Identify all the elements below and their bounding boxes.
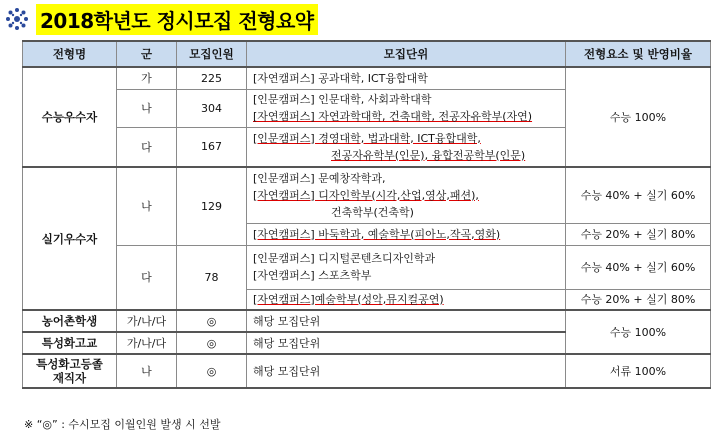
table-row <box>23 167 711 223</box>
page-title: 2018학년도 정시모집 전형요약 <box>36 4 318 35</box>
unit-cell <box>247 332 566 354</box>
unit-cell <box>247 289 566 310</box>
quota-cell: 129 <box>177 167 247 245</box>
group-cell: 나 <box>117 89 177 127</box>
unit-line: [인문캠퍼스] 문예창작학과, <box>253 171 386 185</box>
unit-cell <box>247 223 566 245</box>
unit-line: 전공자유학부(인문), 융합전공학부(인문) <box>331 148 526 162</box>
category-suneung: 수능우수자 <box>23 67 117 167</box>
group-cell: 가/나/다 <box>117 332 177 354</box>
quota-cell: 225 <box>177 67 247 89</box>
unit-line: 건축학부(건축학) <box>331 205 414 219</box>
category-jaejik <box>23 354 117 388</box>
header-units: 모집단위 <box>247 41 566 67</box>
group-cell: 나 <box>117 354 177 388</box>
quota-cell: ◎ <box>177 332 247 354</box>
unit-cell <box>247 167 566 223</box>
footnote: ※ “◎” : 수시모집 이월인원 발생 시 선발 <box>24 418 221 431</box>
unit-line: [자연캠퍼스] 바둑학과, 예술학부(피아노,작곡,영화) <box>253 227 501 241</box>
group-cell: 가/나/다 <box>117 310 177 332</box>
unit-line: [자연캠퍼스] 공과대학, ICT융합대학 <box>253 71 428 85</box>
unit-cell <box>247 127 566 167</box>
quota-cell: 78 <box>177 245 247 310</box>
table-row <box>23 67 711 89</box>
unit-line: [인문캠퍼스] 인문대학, 사회과학대학 <box>253 93 432 106</box>
header-ratio: 전형요소 및 반영비율 <box>566 41 711 67</box>
unit-cell <box>247 354 566 388</box>
table-row <box>23 310 711 332</box>
unit-cell <box>247 89 566 127</box>
quota-cell: ◎ <box>177 310 247 332</box>
table-header-row <box>23 41 711 67</box>
ratio-cell: 수능 20% + 실기 80% <box>566 289 711 310</box>
unit-line: [자연캠퍼스] 스포츠학부 <box>253 269 372 282</box>
university-emblem-icon <box>4 6 30 32</box>
quota-cell: 304 <box>177 89 247 127</box>
unit-line: [인문캠퍼스] 경영대학, 법과대학, ICT융합대학, <box>253 131 481 145</box>
unit-cell <box>247 310 566 332</box>
title-row <box>4 2 318 36</box>
ratio-cell: 수능 100% <box>566 67 711 167</box>
ratio-cell: 수능 100% <box>566 310 711 354</box>
unit-line: [자연캠퍼스] 디자인학부(시각,산업,영상,패션), <box>253 188 479 202</box>
category-teukseong: 특성화고교 <box>23 332 117 354</box>
group-cell: 가 <box>117 67 177 89</box>
category-silgi: 실기우수자 <box>23 167 117 310</box>
category-nongeochon: 농어촌학생 <box>23 310 117 332</box>
unit-line: [인문캠퍼스] 디지털콘텐츠디자인학과 <box>253 252 436 265</box>
group-cell: 다 <box>117 127 177 167</box>
ratio-cell: 수능 40% + 실기 60% <box>566 167 711 223</box>
header-group: 군 <box>117 41 177 67</box>
unit-line: [자연캠퍼스] 자연과학대학, 건축대학, 전공자유학부(자연) <box>253 110 533 123</box>
table-row <box>23 245 711 289</box>
unit-line: 해당 모집단위 <box>253 364 321 378</box>
group-cell: 나 <box>117 167 177 245</box>
quota-cell: ◎ <box>177 354 247 388</box>
unit-line: [자연캠퍼스]예술학부(성악,뮤지컬공연) <box>253 292 444 306</box>
admission-summary-table <box>22 40 711 389</box>
ratio-cell: 수능 20% + 실기 80% <box>566 223 711 245</box>
ratio-cell: 서류 100% <box>566 354 711 388</box>
unit-cell <box>247 67 566 89</box>
ratio-cell: 수능 40% + 실기 60% <box>566 245 711 289</box>
header-quota: 모집인원 <box>177 41 247 67</box>
header-admission-type: 전형명 <box>23 41 117 67</box>
quota-cell: 167 <box>177 127 247 167</box>
table-row <box>23 354 711 388</box>
unit-line: 해당 모집단위 <box>253 314 321 328</box>
category-line: 특성화고등졸 <box>36 357 103 371</box>
unit-cell <box>247 245 566 289</box>
category-line: 재직자 <box>52 371 87 385</box>
group-cell: 다 <box>117 245 177 310</box>
unit-line: 해당 모집단위 <box>253 336 321 350</box>
